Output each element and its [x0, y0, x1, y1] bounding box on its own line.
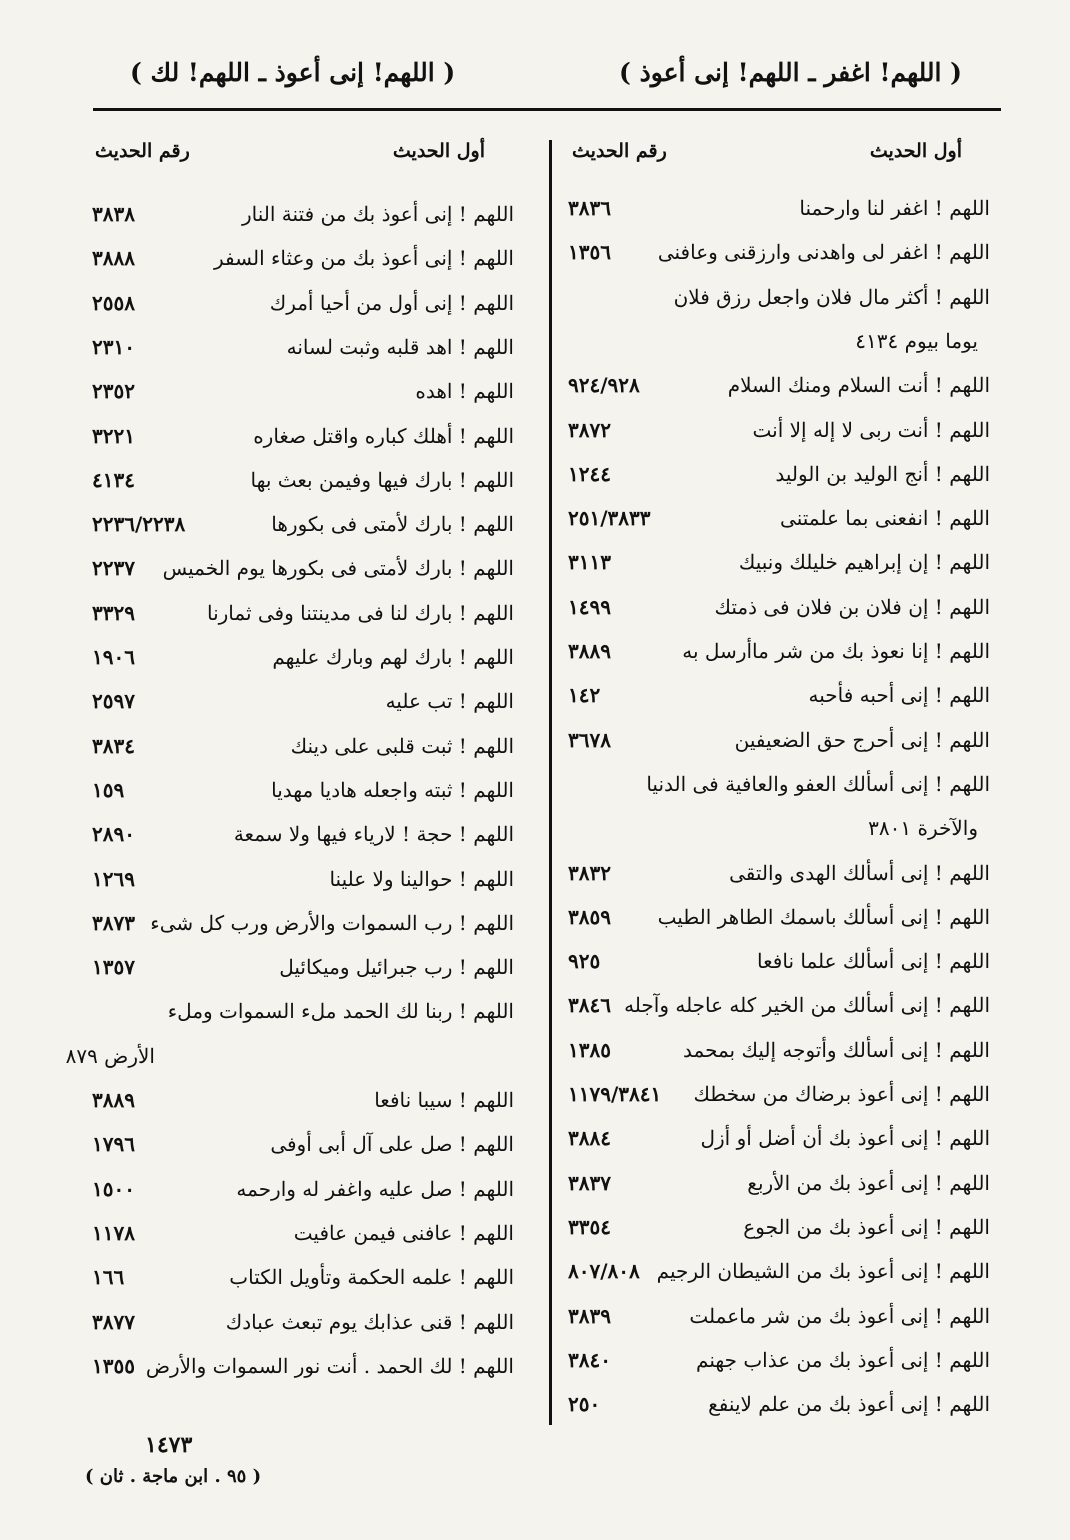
page-number: ١٤٧٣ — [145, 1432, 193, 1458]
hadith-number: ٣٢٢١ — [92, 423, 135, 448]
hadith-first-words: اللهم ! إنى أعوذ بك من وعثاء السفر — [214, 246, 514, 271]
hadith-entry — [568, 629, 990, 673]
hadith-entry — [568, 851, 990, 895]
hadith-entry — [92, 236, 514, 280]
hadith-number: ٣٨٤٦ — [568, 993, 611, 1018]
hadith-number: ٣٨٧٧ — [92, 1309, 135, 1334]
hadith-entry — [568, 585, 990, 629]
hadith-number: ٣٨٧٣ — [92, 910, 135, 935]
hadith-number: ٣٨٨٩ — [92, 1088, 135, 1112]
entry-continuation: والآخرة ٣٨٠١ — [868, 816, 978, 841]
hadith-first-words: اللهم ! بارك فيها وفيمن بعث بها — [250, 467, 514, 492]
hadith-number: ١٣٨٥ — [568, 1037, 611, 1062]
hadith-number: ١٢٤٤ — [568, 461, 611, 486]
hadith-entry — [568, 452, 990, 496]
hadith-number: ١٣٥٥ — [92, 1353, 135, 1378]
hadith-entry — [92, 768, 514, 812]
hadith-first-words: اللهم ! عافنى فيمن عافيت — [293, 1220, 514, 1245]
hadith-entry — [92, 458, 514, 502]
hadith-number: ١٥٠٠ — [92, 1176, 135, 1201]
right-col-first-label: أول الحديث — [869, 140, 962, 162]
hadith-entry — [92, 546, 514, 590]
hadith-first-words: اللهم ! علمه الحكمة وتأويل الكتاب — [229, 1265, 514, 1290]
hadith-entry — [568, 1382, 990, 1426]
hadith-entry — [92, 635, 514, 679]
hadith-first-words: اللهم ! حجة ! لارياء فيها ولا سمعة — [233, 822, 514, 847]
hadith-number: ٣٨٧٢ — [568, 417, 611, 442]
hadith-number: ١٦٦ — [92, 1265, 125, 1290]
hadith-first-words: اللهم ! إنى أعوذ بك من الجوع — [743, 1214, 990, 1239]
hadith-number: ١٤٩٩ — [568, 594, 611, 619]
running-header-left: ( اللهم! إنى أعوذ ـ اللهم! لك ) — [130, 58, 456, 87]
hadith-first-words: اللهم ! اهد قلبه وثبت لسانه — [286, 334, 514, 359]
hadith-entry — [568, 408, 990, 452]
hadith-number: ٢٥١/٣٨٣٣ — [568, 506, 651, 531]
entry-continuation: الأرض ٨٧٩ — [65, 1043, 155, 1068]
hadith-first-words: اللهم ! إنى أسألك باسمك الطاهر الطيب — [657, 904, 990, 929]
hadith-entry — [568, 275, 990, 319]
hadith-entry — [92, 591, 514, 635]
hadith-number: ١٣٥٧ — [92, 955, 135, 980]
hadith-number: ٣٨٨٤ — [568, 1126, 611, 1151]
hadith-first-words: اللهم ! أهلك كباره واقتل صغاره — [253, 423, 514, 448]
hadith-first-words: اللهم ! إن فلان بن فلان فى ذمتك — [714, 594, 990, 619]
hadith-first-words: اللهم ! إنى أعوذ بك من فتنة النار — [241, 202, 514, 226]
hadith-entry — [568, 983, 990, 1027]
hadith-first-words: اللهم ! اهده — [415, 379, 514, 404]
hadith-entry — [92, 281, 514, 325]
hadith-entry — [568, 939, 990, 983]
hadith-number: ٣٨٣٨ — [92, 202, 135, 226]
hadith-entry — [568, 1338, 990, 1382]
hadith-entry — [92, 945, 514, 989]
hadith-first-words: اللهم ! صل على آل أبى أوفى — [270, 1132, 514, 1157]
hadith-entry — [92, 1167, 514, 1211]
hadith-entry — [92, 502, 514, 546]
hadith-entry — [92, 724, 514, 768]
column-divider — [549, 140, 552, 1425]
page-footer: ( ٩٥ . ابن ماجة . ثان ) — [85, 1466, 262, 1487]
hadith-first-words: اللهم ! إنى أحرج حق الضعيفين — [734, 727, 990, 752]
hadith-entry — [568, 895, 990, 939]
hadith-entry — [568, 496, 990, 540]
hadith-number: ٣٦٧٨ — [568, 727, 611, 752]
hadith-entry — [568, 1249, 990, 1293]
hadith-number: ٢٢٣٧ — [92, 556, 135, 581]
hadith-number: ١٥٩ — [92, 777, 125, 802]
hadith-number: ٨٠٧/٨٠٨ — [568, 1259, 640, 1284]
hadith-first-words: اللهم ! إنى أحبه فأحبه — [808, 683, 990, 708]
hadith-entry — [92, 325, 514, 369]
hadith-number: ١٩٠٦ — [92, 645, 135, 669]
hadith-entry — [92, 857, 514, 901]
hadith-first-words: اللهم ! تب عليه — [385, 689, 514, 714]
hadith-first-words: اللهم ! إنا نعوذ بك من شر ماأرسل به — [682, 639, 990, 663]
hadith-entry — [568, 1294, 990, 1338]
hadith-number: ٣٨٤٠ — [568, 1347, 611, 1372]
hadith-number: ٣٣٥٤ — [568, 1214, 611, 1239]
hadith-number: ١٧٩٦ — [92, 1132, 135, 1157]
hadith-first-words: اللهم ! بارك لهم وبارك عليهم — [272, 645, 514, 669]
hadith-first-words: اللهم ! إنى أعوذ بك من عذاب جهنم — [696, 1347, 990, 1372]
hadith-first-words: اللهم ! اغفر لنا وارحمنا — [799, 196, 990, 220]
hadith-first-words: اللهم ! إنى أعوذ برضاك من سخطك — [693, 1082, 990, 1106]
hadith-first-words: اللهم ! إنى أسألك من الخير كله عاجله وآجله — [624, 993, 990, 1018]
hadith-first-words: اللهم ! انفعنى بما علمتنى — [780, 506, 990, 531]
hadith-number: ٢٨٩٠ — [92, 822, 135, 847]
hadith-number: ٢٣٥٢ — [92, 379, 135, 404]
hadith-number: ٩٢٥ — [568, 949, 601, 974]
hadith-first-words: اللهم ! إنى أعوذ بك أن أضل أو أزل — [700, 1126, 990, 1151]
hadith-entry — [568, 230, 990, 274]
hadith-number: ٢٥٩٧ — [92, 689, 135, 714]
hadith-first-words: اللهم ! لك الحمد . أنت نور السموات والأرض — [145, 1353, 514, 1378]
hadith-number: ١٢٦٩ — [92, 866, 135, 891]
hadith-number: ١١٧٨ — [92, 1220, 135, 1245]
hadith-number: ٣٨٣٦ — [568, 196, 611, 220]
hadith-first-words: اللهم ! ثبت قلبى على دينك — [290, 733, 514, 758]
header-rule — [93, 108, 1001, 111]
hadith-number: ٣٨٣٩ — [568, 1303, 611, 1328]
hadith-first-words: اللهم ! إن إبراهيم خليلك ونبيك — [738, 550, 990, 575]
hadith-entry — [92, 812, 514, 856]
left-col-first-label: أول الحديث — [392, 140, 485, 162]
hadith-entry — [92, 192, 514, 236]
hadith-first-words: اللهم ! بارك لأمتى فى بكورها — [271, 512, 514, 537]
running-header-right: ( اللهم! اغفر ـ اللهم! إنى أعوذ ) — [619, 58, 962, 87]
hadith-entry — [92, 1300, 514, 1344]
hadith-number: ١١٧٩/٣٨٤١ — [568, 1082, 662, 1106]
hadith-first-words: اللهم ! إنى أسألك العفو والعافية فى الدنيا — [646, 771, 990, 796]
left-col-number-label: رقم الحديث — [95, 140, 190, 162]
hadith-number: ٢٥٥٨ — [92, 290, 135, 315]
hadith-entry — [568, 363, 990, 407]
hadith-number: ٩٢٤/٩٢٨ — [568, 373, 640, 398]
hadith-first-words: اللهم ! إنى أعوذ بك من الشيطان الرجيم — [656, 1259, 990, 1284]
hadith-entry — [92, 1122, 514, 1166]
hadith-number: ٢٣١٠ — [92, 334, 135, 359]
hadith-first-words: اللهم ! إنى أسألك الهدى والتقى — [729, 860, 990, 885]
hadith-first-words: اللهم ! أكثر مال فلان واجعل رزق فلان — [673, 284, 990, 309]
hadith-first-words: اللهم ! إنى أسألك وأتوجه إليك بمحمد — [683, 1037, 990, 1062]
hadith-first-words: اللهم ! قنى عذابك يوم تبعث عبادك — [225, 1309, 514, 1334]
hadith-first-words: اللهم ! صل عليه واغفر له وارحمه — [236, 1176, 514, 1201]
right-col-number-label: رقم الحديث — [572, 140, 667, 162]
entry-continuation: يوما بيوم ٤١٣٤ — [855, 328, 978, 353]
hadith-entry — [568, 718, 990, 762]
hadith-number: ٣٨٥٩ — [568, 904, 611, 929]
hadith-entry — [568, 1028, 990, 1072]
hadith-first-words: اللهم ! إنى أول من أحيا أمرك — [269, 290, 514, 315]
hadith-number: ١٣٥٦ — [568, 240, 611, 265]
hadith-number: ٣٨٨٩ — [568, 639, 611, 663]
hadith-number: ٣٨٨٨ — [92, 246, 135, 271]
hadith-entry — [568, 540, 990, 584]
hadith-entry — [92, 1255, 514, 1299]
hadith-entry — [92, 1211, 514, 1255]
hadith-number: ٢٥٠ — [568, 1392, 601, 1417]
hadith-number: ٣٣٢٩ — [92, 600, 135, 625]
hadith-first-words: اللهم ! حوالينا ولا علينا — [329, 866, 514, 891]
hadith-entry — [568, 1205, 990, 1249]
hadith-entry — [568, 1116, 990, 1160]
hadith-entry — [568, 1161, 990, 1205]
hadith-first-words: اللهم ! رب جبرائيل وميكائيل — [279, 955, 514, 980]
hadith-entry — [92, 414, 514, 458]
hadith-first-words: اللهم ! ثبته واجعله هاديا مهديا — [271, 777, 514, 802]
hadith-entry — [568, 762, 990, 806]
hadith-entry — [92, 369, 514, 413]
hadith-number: ٣٨٣٧ — [568, 1170, 611, 1195]
hadith-number: ١٤٢ — [568, 683, 601, 708]
hadith-first-words: اللهم ! إنى أسألك علما نافعا — [757, 949, 990, 974]
hadith-first-words: اللهم ! أنت ربى لا إله إلا أنت — [752, 417, 990, 442]
hadith-entry — [568, 186, 990, 230]
hadith-number: ٣٨٣٤ — [92, 733, 135, 758]
hadith-first-words: اللهم ! بارك لنا فى مدينتنا وفى ثمارنا — [206, 600, 514, 625]
hadith-entry — [568, 1072, 990, 1116]
hadith-number: ٣٨٣٢ — [568, 860, 611, 885]
hadith-entry — [92, 1078, 514, 1122]
hadith-first-words: اللهم ! أنج الوليد بن الوليد — [775, 461, 990, 486]
hadith-entry — [92, 901, 514, 945]
hadith-first-words: اللهم ! ربنا لك الحمد ملء السموات وملء — [167, 999, 514, 1024]
hadith-entry — [92, 679, 514, 723]
hadith-first-words: اللهم ! رب السموات والأرض ورب كل شىء — [150, 910, 514, 935]
hadith-first-words: اللهم ! أنت السلام ومنك السلام — [727, 373, 990, 398]
hadith-first-words: اللهم ! سيبا نافعا — [374, 1088, 514, 1112]
hadith-number: ٢٢٣٦/٢٢٣٨ — [92, 512, 186, 537]
hadith-first-words: اللهم ! إنى أعوذ بك من الأربع — [747, 1170, 990, 1195]
hadith-first-words: اللهم ! إنى أعوذ بك من شر ماعملت — [689, 1303, 990, 1328]
hadith-number: ٤١٣٤ — [92, 467, 135, 492]
hadith-entry — [92, 1344, 514, 1388]
hadith-entry — [568, 673, 990, 717]
hadith-number: ٣١١٣ — [568, 550, 611, 575]
hadith-first-words: اللهم ! بارك لأمتى فى بكورها يوم الخميس — [162, 556, 514, 581]
hadith-first-words: اللهم ! اغفر لى واهدنى وارزقنى وعافنى — [657, 240, 990, 265]
hadith-entry — [92, 989, 514, 1033]
hadith-first-words: اللهم ! إنى أعوذ بك من علم لاينفع — [708, 1392, 990, 1417]
